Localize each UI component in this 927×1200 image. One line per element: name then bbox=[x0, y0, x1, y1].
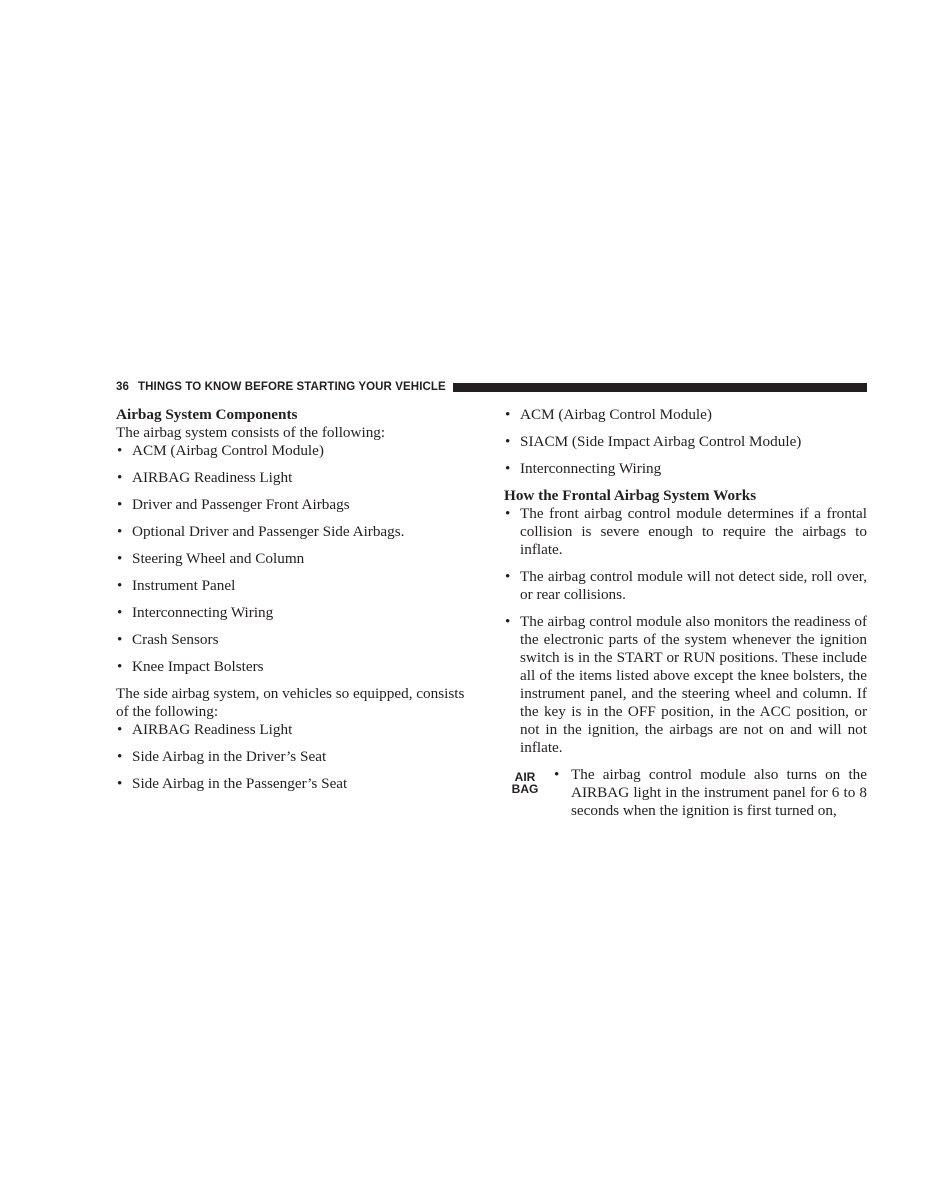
list-item: • Steering Wheel and Column bbox=[116, 550, 480, 568]
list-item: • Interconnecting Wiring bbox=[504, 460, 867, 478]
side-components-list-continued bbox=[504, 406, 867, 478]
airbag-warning-icon bbox=[510, 771, 540, 795]
list-item: • ACM (Airbag Control Module) bbox=[504, 406, 867, 424]
page-header bbox=[116, 380, 867, 394]
section-title: THINGS TO KNOW BEFORE STARTING YOUR VEHICLE bbox=[138, 381, 446, 393]
list-item: • Optional Driver and Passenger Side Airbags. bbox=[116, 523, 480, 541]
list-item: • The airbag control module will not detect side, roll over, or rear collisions. bbox=[504, 568, 867, 604]
list-item: • Knee Impact Bolsters bbox=[116, 658, 480, 676]
side-components-list bbox=[116, 721, 480, 793]
components-list bbox=[116, 442, 480, 676]
right-column bbox=[504, 406, 867, 820]
list-item: • AIRBAG Readiness Light bbox=[116, 469, 480, 487]
list-item: • Instrument Panel bbox=[116, 577, 480, 595]
airbag-icon-line-1: AIR bbox=[514, 770, 536, 784]
page-number: 36 bbox=[116, 381, 129, 393]
frontal-system-list bbox=[504, 505, 867, 757]
list-item: • The airbag control module also monitors the readiness of the electronic parts of the system whenever the ignition switch is in the START or RUN positions. These include all of the items listed above except the knee bolsters, the instrument panel, and the steering wheel and column. If the key is in the OFF position, in the ACC position, or not in the ignition, the airbags are not on and will not inflate. bbox=[504, 613, 867, 757]
list-item: • Side Airbag in the Driver’s Seat bbox=[116, 748, 480, 766]
frontal-system-heading: How the Frontal Airbag System Works bbox=[504, 487, 757, 504]
list-item: • Driver and Passenger Front Airbags bbox=[116, 496, 480, 514]
left-column bbox=[116, 406, 480, 793]
list-item: • The airbag control module also turns on the AIRBAG light in the instrument panel for 6 to 8 seconds when the ignition is first turned on, bbox=[554, 766, 867, 820]
components-heading: Airbag System Components bbox=[116, 406, 298, 423]
components-intro: The airbag system consists of the following: bbox=[116, 424, 386, 441]
header-rule bbox=[453, 383, 867, 392]
side-system-intro: The side airbag system, on vehicles so equipped, consists of the following: bbox=[116, 685, 465, 720]
list-item: • ACM (Airbag Control Module) bbox=[116, 442, 480, 460]
airbag-icon-line-2: BAG bbox=[511, 782, 539, 796]
airbag-light-item bbox=[504, 766, 867, 820]
list-item: • AIRBAG Readiness Light bbox=[116, 721, 480, 739]
list-item: • Side Airbag in the Passenger’s Seat bbox=[116, 775, 480, 793]
list-item: • SIACM (Side Impact Airbag Control Module) bbox=[504, 433, 867, 451]
list-item: • The front airbag control module determines if a frontal collision is severe enough to require the airbags to inflate. bbox=[504, 505, 867, 559]
list-item: • Crash Sensors bbox=[116, 631, 480, 649]
list-item: • Interconnecting Wiring bbox=[116, 604, 480, 622]
